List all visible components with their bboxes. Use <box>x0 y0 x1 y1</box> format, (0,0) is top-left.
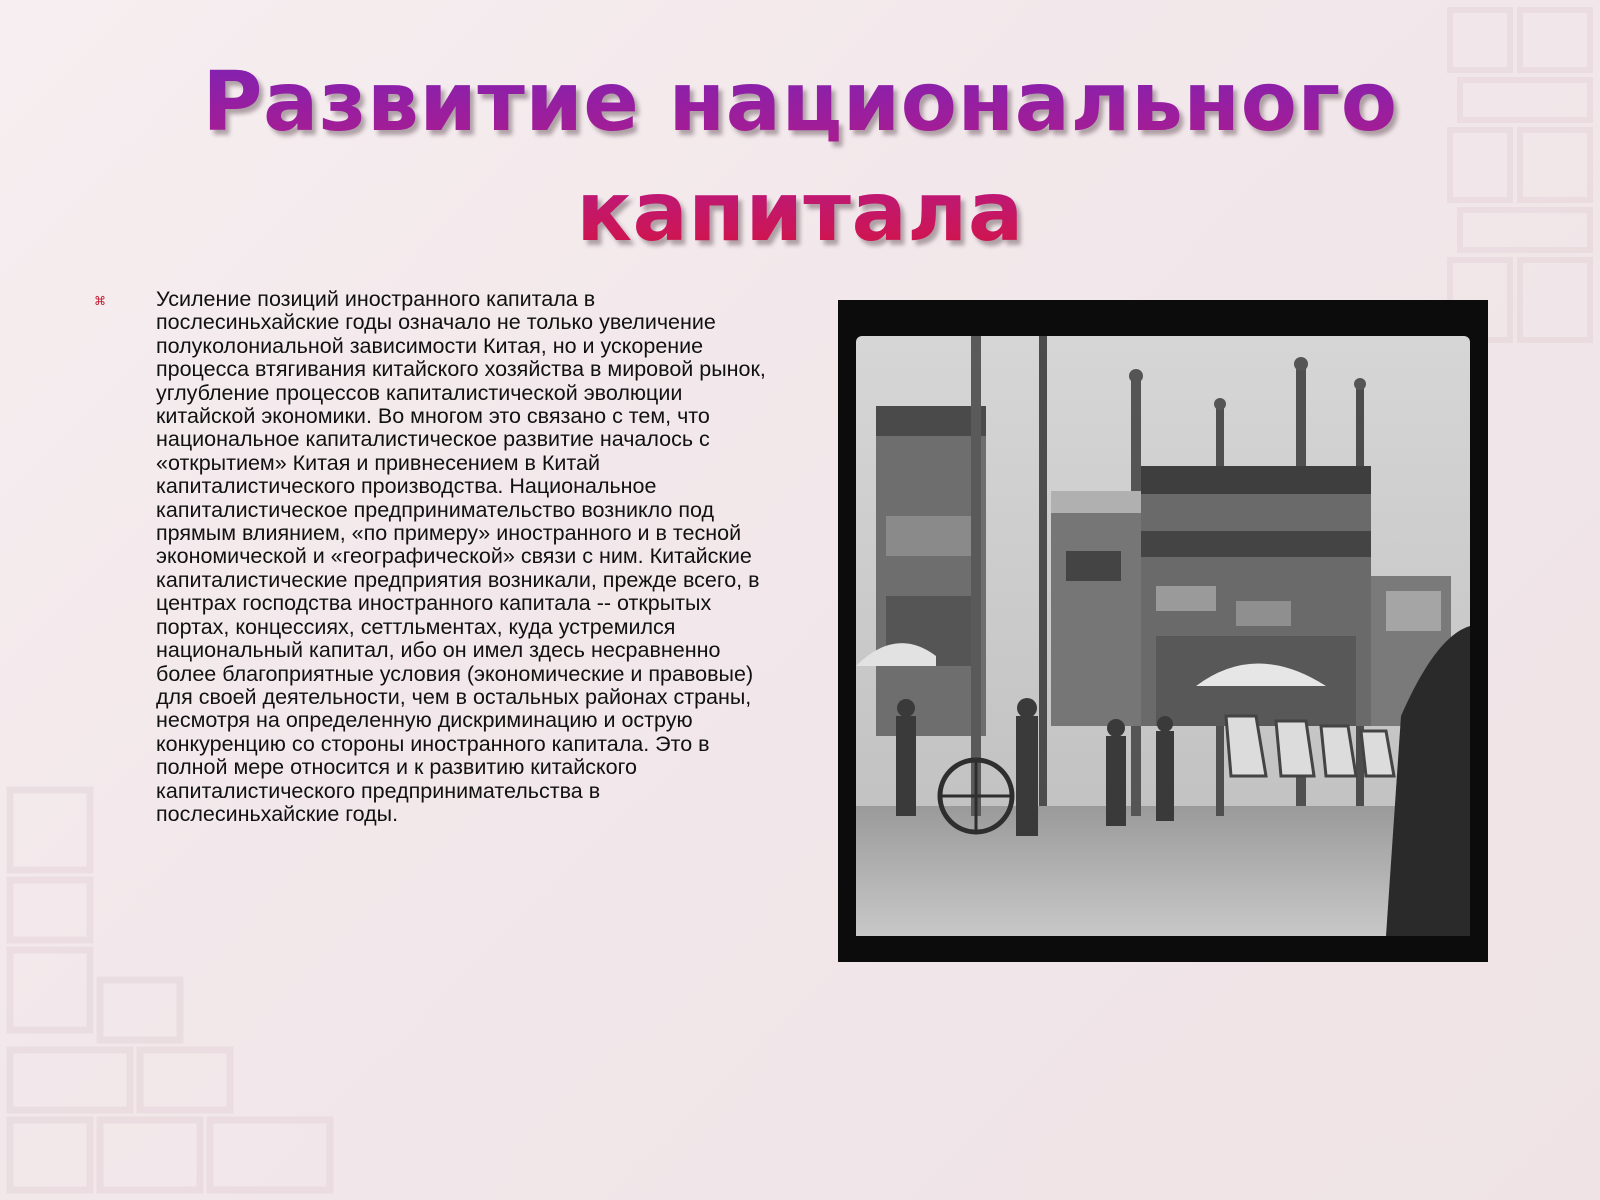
title-line: Развитие национального <box>202 55 1398 150</box>
street-photo <box>838 300 1488 962</box>
title-line: капитала <box>576 165 1024 260</box>
street-photo-icon <box>856 336 1470 936</box>
body-paragraph: Усиление позиций иностранного капитала в послесиньхайские годы означало не только увеличение полуколониальной зависимости Китая, но и ускорение процесса втягивания китайского хозяйства в мировой рынок, углубление процессов капиталистической эволюции китайской экономики. Во многом это связано с тем, что национальное капиталистическое развитие началось с «открытием» Китая и привнесением в Китай капиталистического производства. Национальное капиталистическое предпринимательство возникло под прямым влиянием, «по примеру» иностранного и в тесной экономической и «географической» связи с ним. Китайские капиталистические предприятия возникали, прежде всего, в центрах господства иностранного капитала -- открытых портах, концессиях, сеттльментах, куда устремился национальный капитал, ибо он имел здесь несравненно более благоприятные условия (экономические и правовые) для своей деятельности, чем в остальных районах страны, несмотря на определенную дискриминацию и острую конкуренцию со стороны иностранного капитала. Это в полной мере относится и к развитию китайского капиталистического предпринимательства в послесиньхайские годы. <box>156 287 766 826</box>
slide-title <box>100 48 1500 268</box>
command-key-bullet-icon: ⌘ <box>94 294 106 308</box>
lattice-pattern-icon <box>0 780 340 1200</box>
